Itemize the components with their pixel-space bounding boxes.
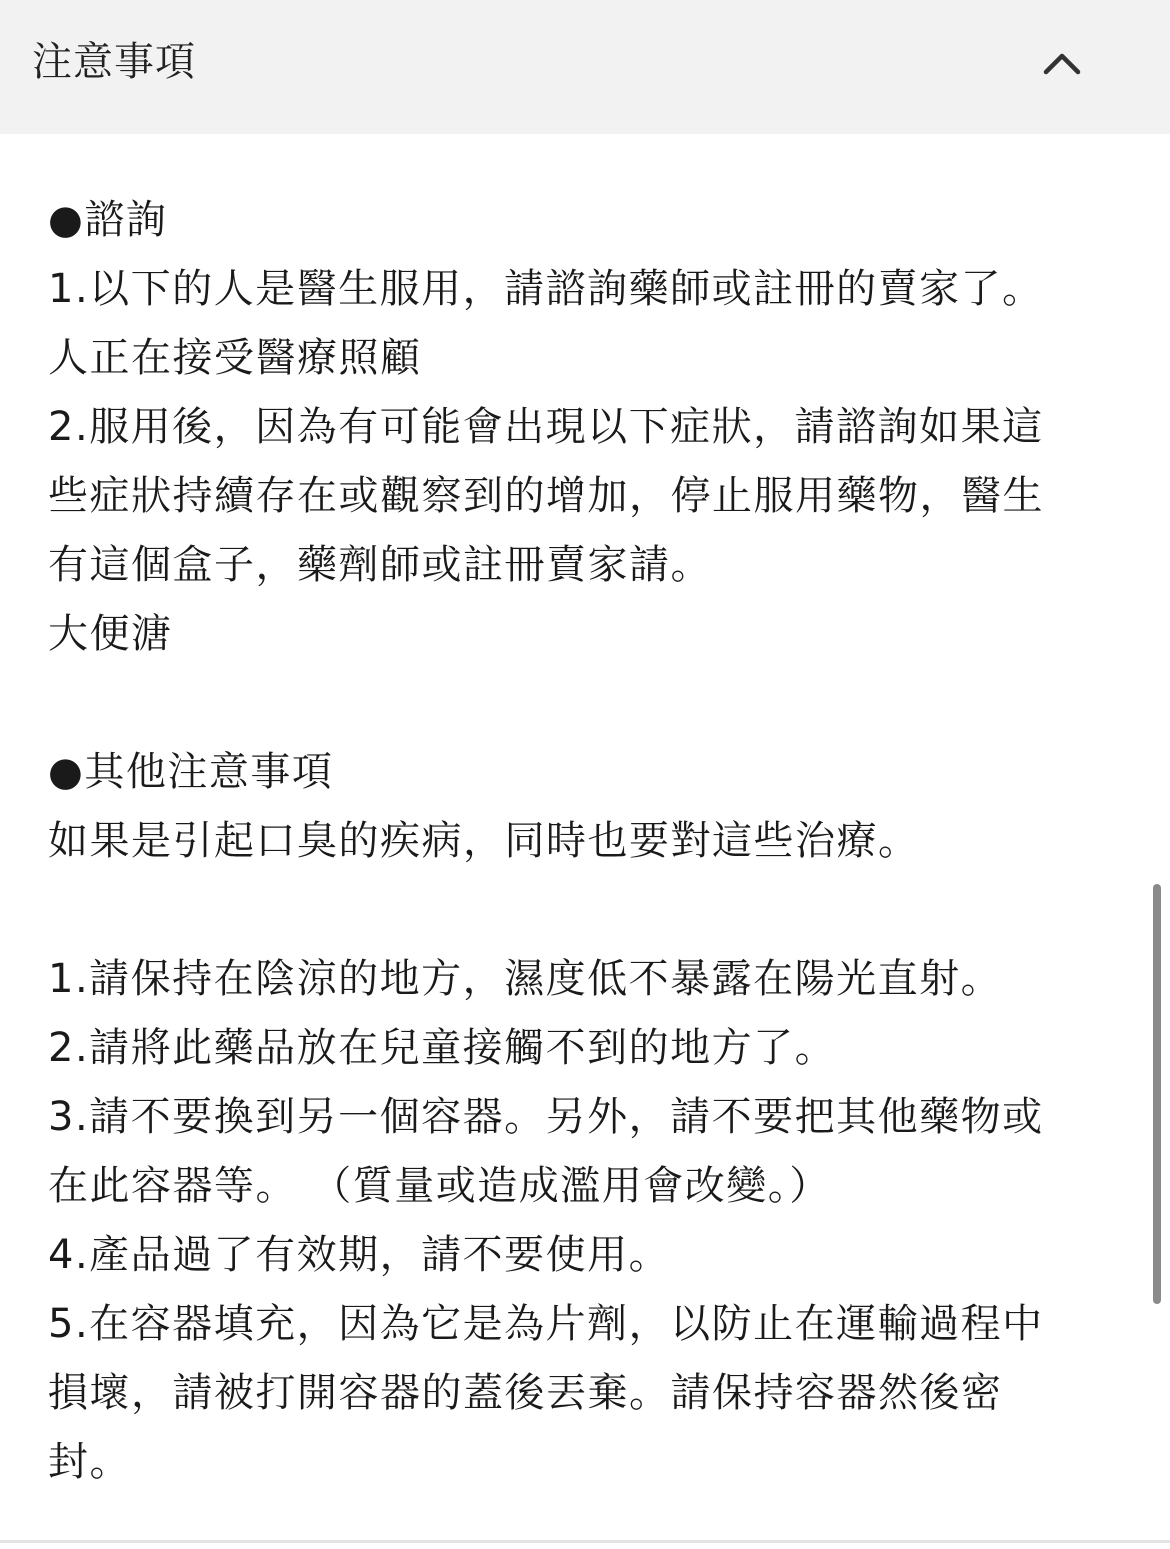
chevron-up-icon[interactable]	[1036, 40, 1088, 84]
spacer	[48, 669, 1128, 738]
consult-line: 2.服用後，因為有可能會出現以下症狀，請諮詢如果這	[48, 404, 1044, 450]
consult-heading: ●諮詢	[48, 197, 168, 243]
consult-line: 些症狀持續存在或觀察到的增加，停止服用藥物，醫生	[48, 473, 1044, 519]
consult-line: 1.以下的人是醫生服用，請諮詢藥師或註冊的賣家了。	[48, 266, 1044, 312]
consult-line: 大便溏	[48, 611, 173, 657]
spacer	[48, 876, 1128, 945]
storage-line: 1.請保持在陰涼的地方，濕度低不暴露在陽光直射。	[48, 956, 1003, 1002]
consult-line: 人正在接受醫療照顧	[48, 335, 422, 381]
storage-line: 2.請將此藥品放在兒童接觸不到的地方了。	[48, 1025, 837, 1071]
other-notes-heading: ●其他注意事項	[48, 749, 334, 795]
storage-line: 封。	[48, 1439, 131, 1485]
scrollbar-thumb[interactable]	[1153, 884, 1161, 1304]
storage-line: 在此容器等。 （質量或造成濫用會改變。）	[48, 1163, 831, 1209]
accordion-header[interactable]	[0, 0, 1170, 134]
storage-line: 4.產品過了有效期，請不要使用。	[48, 1232, 671, 1278]
accordion-title: 注意事項	[32, 39, 196, 85]
storage-line: 5.在容器填充，因為它是為片劑，以防止在運輸過程中	[48, 1301, 1044, 1347]
storage-line: 3.請不要換到另一個容器。另外，請不要把其他藥物或	[48, 1094, 1044, 1140]
bottom-divider	[0, 1540, 1170, 1543]
other-notes-line: 如果是引起口臭的疾病，同時也要對這些治療。	[48, 818, 920, 864]
storage-section	[48, 945, 1128, 1497]
consult-section	[48, 186, 1128, 669]
storage-line: 損壞，請被打開容器的蓋後丟棄。請保持容器然後密	[48, 1370, 1003, 1416]
consult-line: 有這個盒子，藥劑師或註冊賣家請。	[48, 542, 712, 588]
accordion-content	[48, 186, 1128, 1497]
other-notes-section	[48, 738, 1128, 876]
